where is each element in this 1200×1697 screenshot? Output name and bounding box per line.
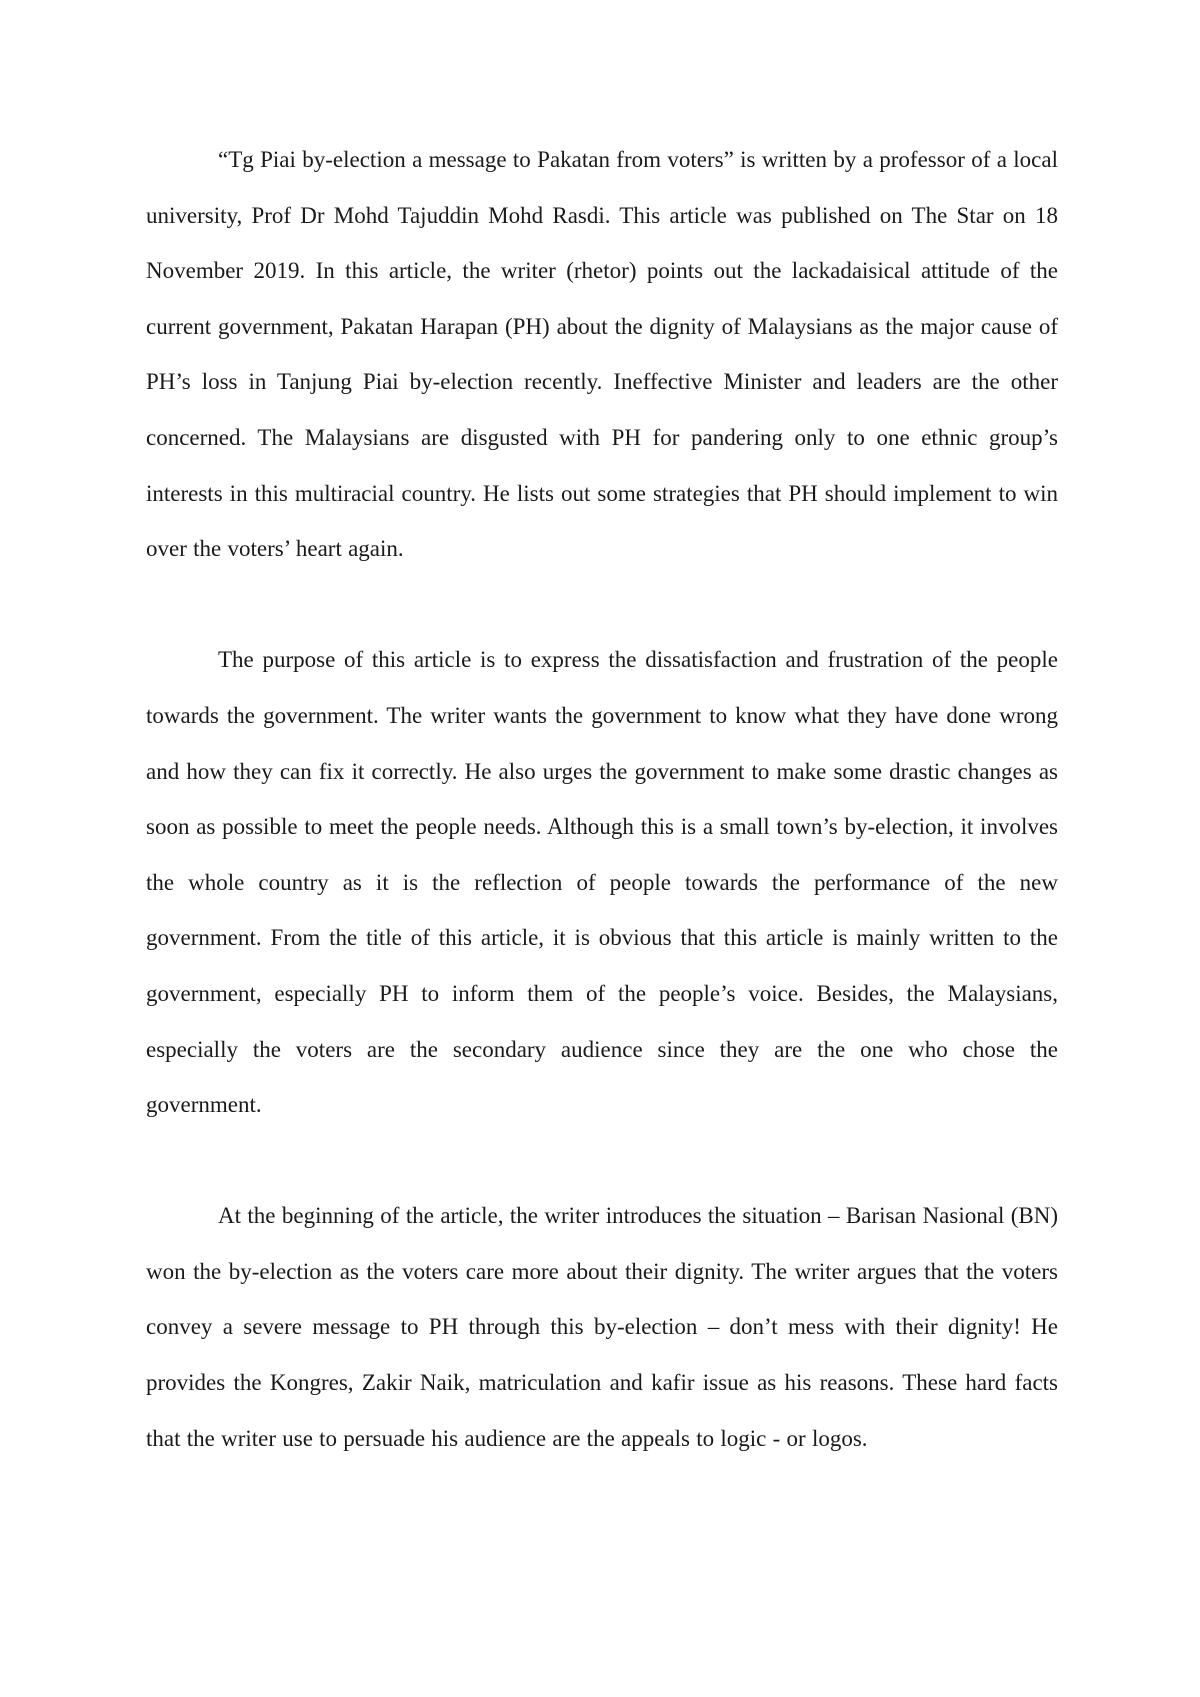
document-body [146,132,1058,1466]
paragraph-2: The purpose of this article is to express the dissatisfaction and frustration of the people towards the government. The writer wants the government to know what they have done wrong and how they can fix it correctly. He also urges the government to make some drastic changes as soon as possible to meet the people needs. Although this is a small town’s by-election, it involves the whole country as it is the reflection of people towards the performance of the new government. From the title of this article, it is obvious that this article is mainly written to the government, especially PH to inform them of the people’s voice. Besides, the Malaysians, especially the voters are the secondary audience since they are the one who chose the government. [146,647,1058,1118]
paragraph-1: “Tg Piai by-election a message to Pakatan from voters” is written by a professor of a local university, Prof Dr Mohd Tajuddin Mohd Rasdi. This article was published on The Star on 18 November 2019. In this article, the writer (rhetor) points out the lackadaisical attitude of the current government, Pakatan Harapan (PH) about the dignity of Malaysians as the major cause of PH’s loss in Tanjung Piai by-election recently. Ineffective Minister and leaders are the other concerned. The Malaysians are disgusted with PH for pandering only to one ethnic group’s interests in this multiracial country. He lists out some strategies that PH should implement to win over the voters’ heart again. [146,147,1058,562]
paragraph-3: At the beginning of the article, the writer introduces the situation – Barisan Nasional (BN) won the by-election as the voters care more about their dignity. The writer argues that the voters convey a severe message to PH through this by-election – don’t mess with their dignity! He provides the Kongres, Zakir Naik, matriculation and kafir issue as his reasons. These hard facts that the writer use to persuade his audience are the appeals to logic - or logos. [146,1203,1058,1451]
